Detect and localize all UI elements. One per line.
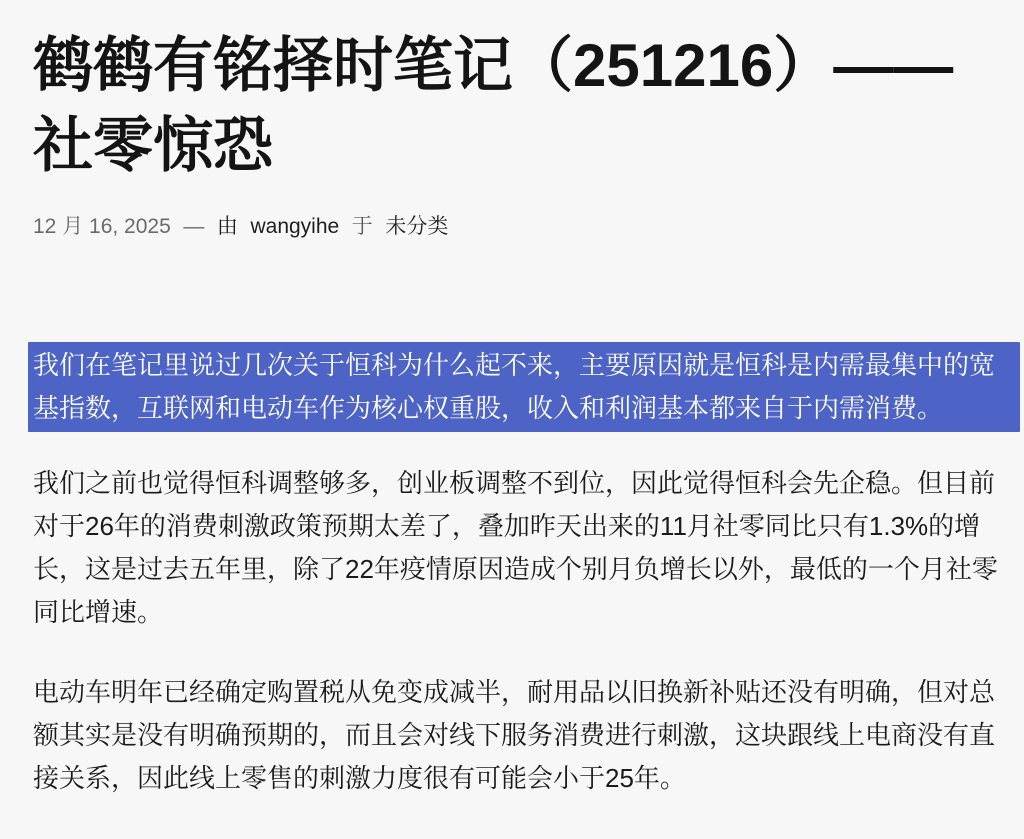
paragraph: 我们之前也觉得恒科调整够多，创业板调整不到位，因此觉得恒科会先企稳。但目前对于26年的消费刺激政策预期太差了，叠加昨天出来的11月社零同比只有1.3%的增长，这是过去五年里，除了22年疫情原因造成个别月负增长以外，最低的一个月社零同比增速。 [33,468,998,627]
post-title [33,26,1015,186]
meta-in-label: 于 [351,215,373,238]
post-meta [33,212,1015,242]
post-article [33,26,1015,800]
paragraph: 电动车明年已经确定购置税从免变成减半，耐用品以旧换新补贴还没有明确，但对总额其实是没有明确预期的，而且会对线下服务消费进行刺激，这块跟线上电商没有直接关系，因此线上零售的刺激力度很有可能会小于25年。 [33,677,996,793]
meta-separator: — [183,215,205,238]
category-link[interactable]: 未分类 [385,215,449,238]
highlighted-paragraph[interactable]: 我们在笔记里说过几次关于恒科为什么起不来，主要原因就是恒科是内需最集中的宽基指数，互联网和电动车作为核心权重股，收入和利润基本都来自于内需消费。 [28,342,1020,432]
post-title-line-2: 社零惊恐 [33,112,273,179]
post-title-line-1: 鹤鹤有铭择时笔记（251216）—— [33,32,954,99]
post-content [33,342,1015,800]
author-link[interactable]: wangyihe [250,215,340,238]
meta-by-label: 由 [216,215,238,238]
post-date: 12 月 16, 2025 [33,215,171,238]
